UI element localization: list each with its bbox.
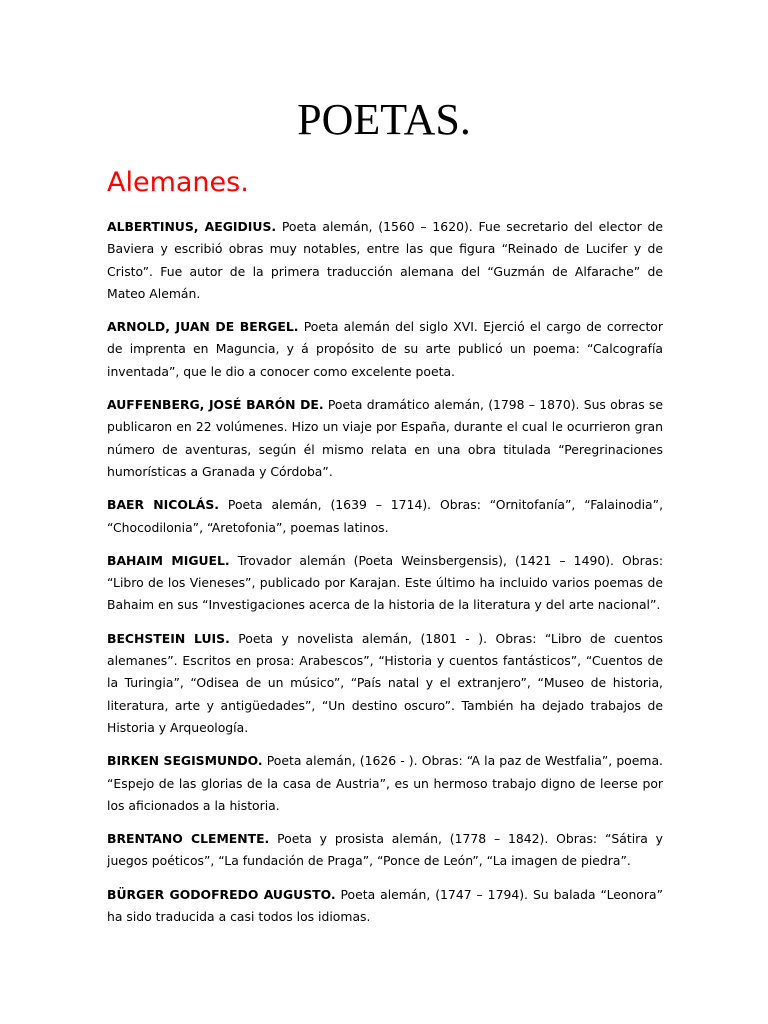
entry-auffenberg bbox=[107, 394, 663, 483]
entry-name: BRENTANO CLEMENTE. bbox=[107, 831, 270, 847]
entry-text: Poeta alemán, (1639 – 1714). Obras: “Ornitofanía”, “Falainodia”, “Chocodilonia”, “Aretofonia”, poemas latinos. bbox=[107, 497, 664, 535]
entry-name: BAER NICOLÁS. bbox=[107, 497, 220, 513]
section-heading: Alemanes. bbox=[107, 167, 249, 198]
entry-text: Poeta alemán del siglo XVI. Ejerció el cargo de corrector de imprenta en Maguncia, y á propósito de su arte publicó un poema: “Calcografía inventada”, que le dio a conocer como excelente poeta. bbox=[107, 319, 663, 379]
entry-text: Poeta y prosista alemán, (1778 – 1842). Obras: “Sátira y juegos poéticos”, “La fundación de Praga”, “Ponce de León”, “La imagen de piedra”. bbox=[107, 831, 664, 869]
entry-birken bbox=[107, 750, 663, 817]
entry-name: BECHSTEIN LUIS. bbox=[107, 630, 230, 646]
entry-name: AUFFENBERG, JOSÉ BARÓN DE. bbox=[107, 397, 324, 413]
entry-bahaim bbox=[107, 550, 663, 617]
entry-baer bbox=[107, 494, 663, 539]
entry-text: Trovador alemán (Poeta Weinsbergensis), (1421 – 1490). Obras: “Libro de los Vieneses”, publicado por Karajan. Este último ha incluido varios poemas de Bahaim en sus “Investigaciones acerca de la historia de la literatura y del arte nacional”. bbox=[107, 552, 663, 613]
entry-name: BIRKEN SEGISMUNDO. bbox=[107, 753, 263, 769]
entry-name: BAHAIM MIGUEL. bbox=[107, 552, 230, 568]
entry-text: Poeta alemán, (1626 - ). Obras: “A la paz de Westfalia”, poema. “Espejo de las glorias de la casa de Austria”, es un hermoso trabajo digno de leerse por los aficionados a la historia. bbox=[107, 753, 663, 813]
entry-text: Poeta alemán, (1560 – 1620). Fue secretario del elector de Baviera y escribió obras muy notables, entre las que figura “Reinado de Lucifer y de Cristo”. Fue autor de la primera traducción alemana del “Guzmán de Alfarache” de Mateo Alemán. bbox=[107, 219, 663, 301]
entry-burger bbox=[107, 884, 663, 929]
entry-albertinus bbox=[107, 216, 663, 305]
entry-text: Poeta dramático alemán, (1798 – 1870). Sus obras se publicaron en 22 volúmenes. Hizo un viaje por España, durante el cual le ocurrieron gran número de aventuras, según él mismo relata en una obra titulada “Peregrinaciones humorísticas a Granada y Córdoba”. bbox=[107, 397, 663, 479]
entry-text: Poeta alemán, (1747 – 1794). Su balada “Leonora” ha sido traducida a casi todos los idiomas. bbox=[107, 886, 663, 925]
entry-list bbox=[107, 216, 663, 939]
entry-name: BÜRGER GODOFREDO AUGUSTO. bbox=[107, 886, 336, 902]
page-title: POETAS. bbox=[297, 95, 471, 144]
entry-name: ARNOLD, JUAN DE BERGEL. bbox=[107, 319, 299, 335]
entry-bechstein bbox=[107, 628, 663, 739]
entry-arnold bbox=[107, 316, 663, 383]
entry-brentano bbox=[107, 828, 663, 873]
entry-name: ALBERTINUS, AEGIDIUS. bbox=[107, 219, 277, 234]
entry-text: Poeta y novelista alemán, (1801 - ). Obras: “Libro de cuentos alemanes”. Escritos en prosa: Arabescos”, “Historia y cuentos fantásticos”, “Cuentos de la Turingia”, “Odisea de un músico”, “País natal y el extranjero”, “Museo de historia, literatura, arte y antigüedades”, “Un destino oscuro”. También ha dejado trabajos de Historia y Arqueología. bbox=[107, 630, 663, 735]
